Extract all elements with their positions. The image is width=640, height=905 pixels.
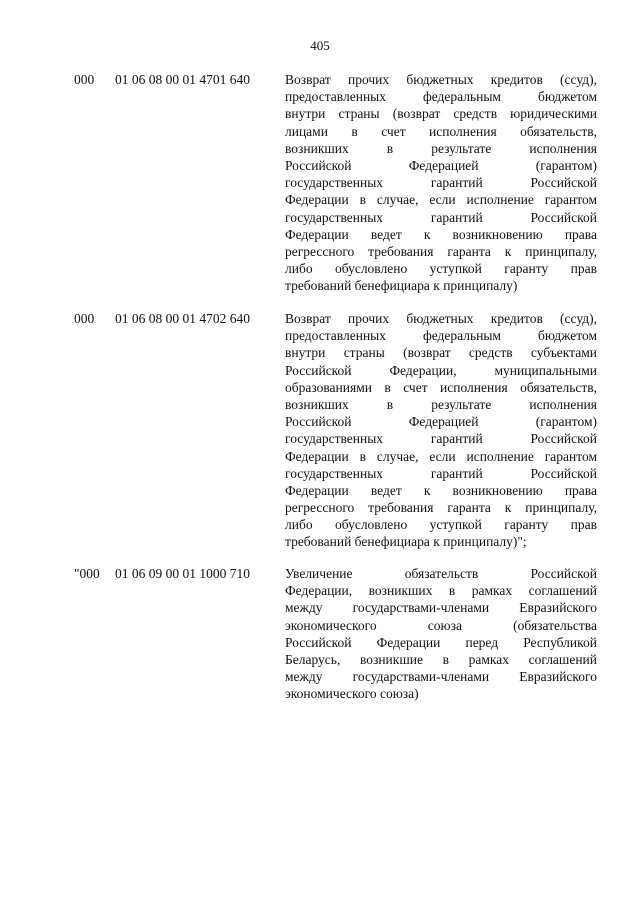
description-line: Федерации в случае, если исполнение гарантом: [285, 192, 597, 208]
entry-description: [285, 565, 597, 703]
description-line: возникших в результате исполнения: [285, 140, 597, 156]
description-line: Увеличение обязательств Российской: [285, 566, 597, 581]
description-line: экономического союза (обязательства: [285, 617, 597, 633]
description-line: требований бенефициара к принципалу): [285, 278, 518, 294]
description-line: образованиями в счет исполнения обязательств,: [285, 379, 597, 395]
classification-code: 01 06 08 00 01 4701 640: [115, 72, 250, 87]
description-line: Российской Федерацией (гарантом): [285, 414, 597, 430]
entry-description: [285, 310, 597, 551]
description-line: либо обусловлено уступкой гаранту прав: [285, 517, 597, 533]
description-line: между государствами-членами Евразийского: [285, 600, 597, 616]
admin-code: "000: [74, 566, 100, 581]
description-line: Федерации ведет к возникновению права: [285, 226, 597, 242]
description-line: Российской Федерацией (гарантом): [285, 157, 597, 173]
description-line: между государствами-членами Евразийского: [285, 669, 597, 685]
description-line: государственных гарантий Российской: [285, 209, 597, 225]
description-line: либо обусловлено уступкой гаранту прав: [285, 261, 597, 277]
description-line: предоставленных федеральным бюджетом: [285, 89, 597, 105]
description-line: Российской Федерации, муниципальными: [285, 362, 597, 378]
classification-code: 01 06 08 00 01 4702 640: [115, 311, 250, 326]
description-line: Федерации ведет к возникновению права: [285, 482, 597, 498]
description-line: требований бенефициара к принципалу)";: [285, 534, 527, 550]
budget-entry: [0, 310, 640, 552]
description-line: государственных гарантий Российской: [285, 465, 597, 481]
description-line: Возврат прочих бюджетных кредитов (ссуд),: [285, 72, 597, 87]
description-line: государственных гарантий Российской: [285, 175, 597, 191]
description-line: регрессного требования гаранта к принципалу,: [285, 500, 597, 516]
admin-code: 000: [74, 311, 95, 326]
description-line: экономического союза): [285, 686, 419, 702]
description-line: Возврат прочих бюджетных кредитов (ссуд),: [285, 311, 597, 326]
description-line: Беларусь, возникшие в рамках соглашений: [285, 651, 597, 667]
description-line: Федерации в случае, если исполнение гарантом: [285, 448, 597, 464]
description-line: внутри страны (возврат средств юридическими: [285, 106, 597, 122]
entry-description: [285, 71, 597, 294]
admin-code: 000: [74, 72, 95, 87]
description-line: государственных гарантий Российской: [285, 431, 597, 447]
budget-entry: [0, 565, 640, 705]
description-line: возникших в результате исполнения: [285, 396, 597, 412]
description-line: лицами в счет исполнения обязательств,: [285, 123, 597, 139]
budget-entry: [0, 71, 640, 295]
description-line: Федерации, возникших в рамках соглашений: [285, 583, 597, 599]
description-line: Российской Федерации перед Республикой: [285, 634, 597, 650]
description-line: регрессного требования гаранта к принципалу,: [285, 243, 597, 259]
description-line: внутри страны (возврат средств субъектами: [285, 345, 597, 361]
classification-code: 01 06 09 00 01 1000 710: [115, 566, 250, 581]
page-number: 405: [310, 38, 330, 53]
description-line: предоставленных федеральным бюджетом: [285, 328, 597, 344]
